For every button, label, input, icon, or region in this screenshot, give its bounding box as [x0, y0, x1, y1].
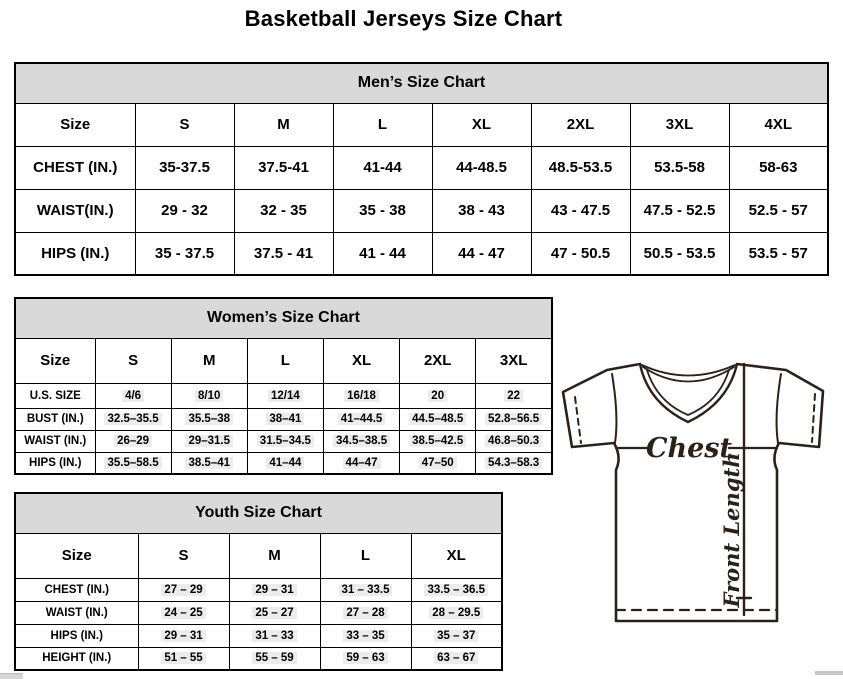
womens-col-header: L [247, 338, 323, 383]
value-cell: 52.5 - 57 [729, 189, 828, 232]
scrollbar-fragment-left[interactable] [0, 673, 23, 679]
value-cell: 24 – 25 [138, 601, 229, 624]
mens-waist-row [15, 189, 828, 232]
mens-col-header: Size [15, 103, 135, 146]
value-cell: 8/10 [171, 383, 247, 408]
value-cell: 25 – 27 [229, 601, 320, 624]
value-cell: 44 - 47 [432, 232, 531, 275]
value-cell: 46.8–50.3 [476, 430, 552, 452]
value-cell: 29–31.5 [171, 430, 247, 452]
youth-size-table [14, 492, 503, 671]
value-cell: 44-48.5 [432, 146, 531, 189]
value-cell: 32 - 35 [234, 189, 333, 232]
mens-col-header: S [135, 103, 234, 146]
value-cell: 16/18 [323, 383, 399, 408]
value-cell: 41–44 [247, 452, 323, 474]
womens-col-header: S [95, 338, 171, 383]
value-cell: 34.5–38.5 [323, 430, 399, 452]
row-label-cell: BUST (IN.) [15, 408, 95, 430]
youth-waist-row [15, 601, 502, 624]
womens-table-title: Women’s Size Chart [15, 298, 552, 338]
value-cell: 29 – 31 [138, 624, 229, 647]
womens-col-header: 2XL [400, 338, 476, 383]
row-label-cell: CHEST (IN.) [15, 146, 135, 189]
value-cell: 43 - 47.5 [531, 189, 630, 232]
jersey-cuff-dash-right [812, 394, 815, 442]
row-label-cell: WAIST (IN.) [15, 601, 138, 624]
youth-table-title: Youth Size Chart [15, 493, 502, 533]
mens-chest-row [15, 146, 828, 189]
page-title: Basketball Jerseys Size Chart [244, 6, 563, 31]
value-cell: 4/6 [95, 383, 171, 408]
youth-col-header: XL [411, 533, 502, 578]
front-length-label: Front Length [719, 452, 744, 608]
womens-col-header: M [171, 338, 247, 383]
value-cell: 35 – 37 [411, 624, 502, 647]
value-cell: 35 - 38 [333, 189, 432, 232]
value-cell: 35.5–58.5 [95, 452, 171, 474]
mens-size-table [14, 62, 829, 276]
womens-hips-row [15, 452, 552, 474]
row-label-cell: HIPS (IN.) [15, 232, 135, 275]
value-cell: 41–44.5 [323, 408, 399, 430]
value-cell: 54.3–58.3 [476, 452, 552, 474]
value-cell: 58-63 [729, 146, 828, 189]
value-cell: 28 – 29.5 [411, 601, 502, 624]
value-cell: 29 – 31 [229, 578, 320, 601]
value-cell: 55 – 59 [229, 647, 320, 670]
womens-waist-row [15, 430, 552, 452]
value-cell: 35 - 37.5 [135, 232, 234, 275]
value-cell: 12/14 [247, 383, 323, 408]
value-cell: 48.5-53.5 [531, 146, 630, 189]
jersey-armhole-seam-right [777, 374, 781, 443]
mens-hips-row [15, 232, 828, 275]
value-cell: 27 – 29 [138, 578, 229, 601]
value-cell: 38 - 43 [432, 189, 531, 232]
value-cell: 31.5–34.5 [247, 430, 323, 452]
value-cell: 53.5-58 [630, 146, 729, 189]
value-cell: 35.5–38 [171, 408, 247, 430]
value-cell: 37.5 - 41 [234, 232, 333, 275]
value-cell: 38–41 [247, 408, 323, 430]
youth-col-header: S [138, 533, 229, 578]
jersey-collar-arc-2 [643, 367, 734, 382]
row-label-cell: HIPS (IN.) [15, 452, 95, 474]
youth-col-header: Size [15, 533, 138, 578]
value-cell: 52.8–56.5 [476, 408, 552, 430]
value-cell: 50.5 - 53.5 [630, 232, 729, 275]
chest-label: Chest [646, 433, 732, 464]
value-cell: 20 [400, 383, 476, 408]
value-cell: 41 - 44 [333, 232, 432, 275]
value-cell: 44–47 [323, 452, 399, 474]
value-cell: 31 – 33.5 [320, 578, 411, 601]
jersey-measurement-diagram [553, 358, 843, 630]
youth-height-row [15, 647, 502, 670]
value-cell: 63 – 67 [411, 647, 502, 670]
youth-col-header: L [320, 533, 411, 578]
womens-col-header: 3XL [476, 338, 552, 383]
jersey-outline [563, 364, 823, 621]
mens-col-header: M [234, 103, 333, 146]
youth-chest-row [15, 578, 502, 601]
womens-bust-row [15, 408, 552, 430]
mens-col-header: 4XL [729, 103, 828, 146]
value-cell: 47 - 50.5 [531, 232, 630, 275]
value-cell: 37.5-41 [234, 146, 333, 189]
youth-col-header: M [229, 533, 320, 578]
row-label-cell: WAIST (IN.) [15, 430, 95, 452]
mens-col-header: 3XL [630, 103, 729, 146]
value-cell: 22 [476, 383, 552, 408]
jersey-armhole-seam-left [612, 374, 616, 443]
value-cell: 44.5–48.5 [400, 408, 476, 430]
womens-ussize-row [15, 383, 552, 408]
mens-col-header: XL [432, 103, 531, 146]
mens-header-row [15, 103, 828, 146]
value-cell: 35-37.5 [135, 146, 234, 189]
value-cell: 41-44 [333, 146, 432, 189]
value-cell: 53.5 - 57 [729, 232, 828, 275]
value-cell: 31 – 33 [229, 624, 320, 647]
value-cell: 59 – 63 [320, 647, 411, 670]
jersey-cuff-dash-left [575, 397, 581, 443]
womens-col-header: XL [323, 338, 399, 383]
value-cell: 29 - 32 [135, 189, 234, 232]
mens-col-header: 2XL [531, 103, 630, 146]
row-label-cell: WAIST(IN.) [15, 189, 135, 232]
mens-table-title: Men’s Size Chart [15, 63, 828, 103]
value-cell: 38.5–41 [171, 452, 247, 474]
value-cell: 27 – 28 [320, 601, 411, 624]
row-label-cell: HIPS (IN.) [15, 624, 138, 647]
value-cell: 33.5 – 36.5 [411, 578, 502, 601]
value-cell: 32.5–35.5 [95, 408, 171, 430]
value-cell: 47–50 [400, 452, 476, 474]
value-cell: 33 – 35 [320, 624, 411, 647]
value-cell: 26–29 [95, 430, 171, 452]
mens-col-header: L [333, 103, 432, 146]
youth-header-row [15, 533, 502, 578]
womens-header-row [15, 338, 552, 383]
value-cell: 47.5 - 52.5 [630, 189, 729, 232]
womens-size-table [14, 297, 553, 475]
value-cell: 51 – 55 [138, 647, 229, 670]
row-label-cell: U.S. SIZE [15, 383, 95, 408]
youth-hips-row [15, 624, 502, 647]
row-label-cell: HEIGHT (IN.) [15, 647, 138, 670]
row-label-cell: CHEST (IN.) [15, 578, 138, 601]
value-cell: 38.5–42.5 [400, 430, 476, 452]
womens-col-header: Size [15, 338, 95, 383]
scrollbar-fragment-right[interactable] [815, 671, 843, 675]
